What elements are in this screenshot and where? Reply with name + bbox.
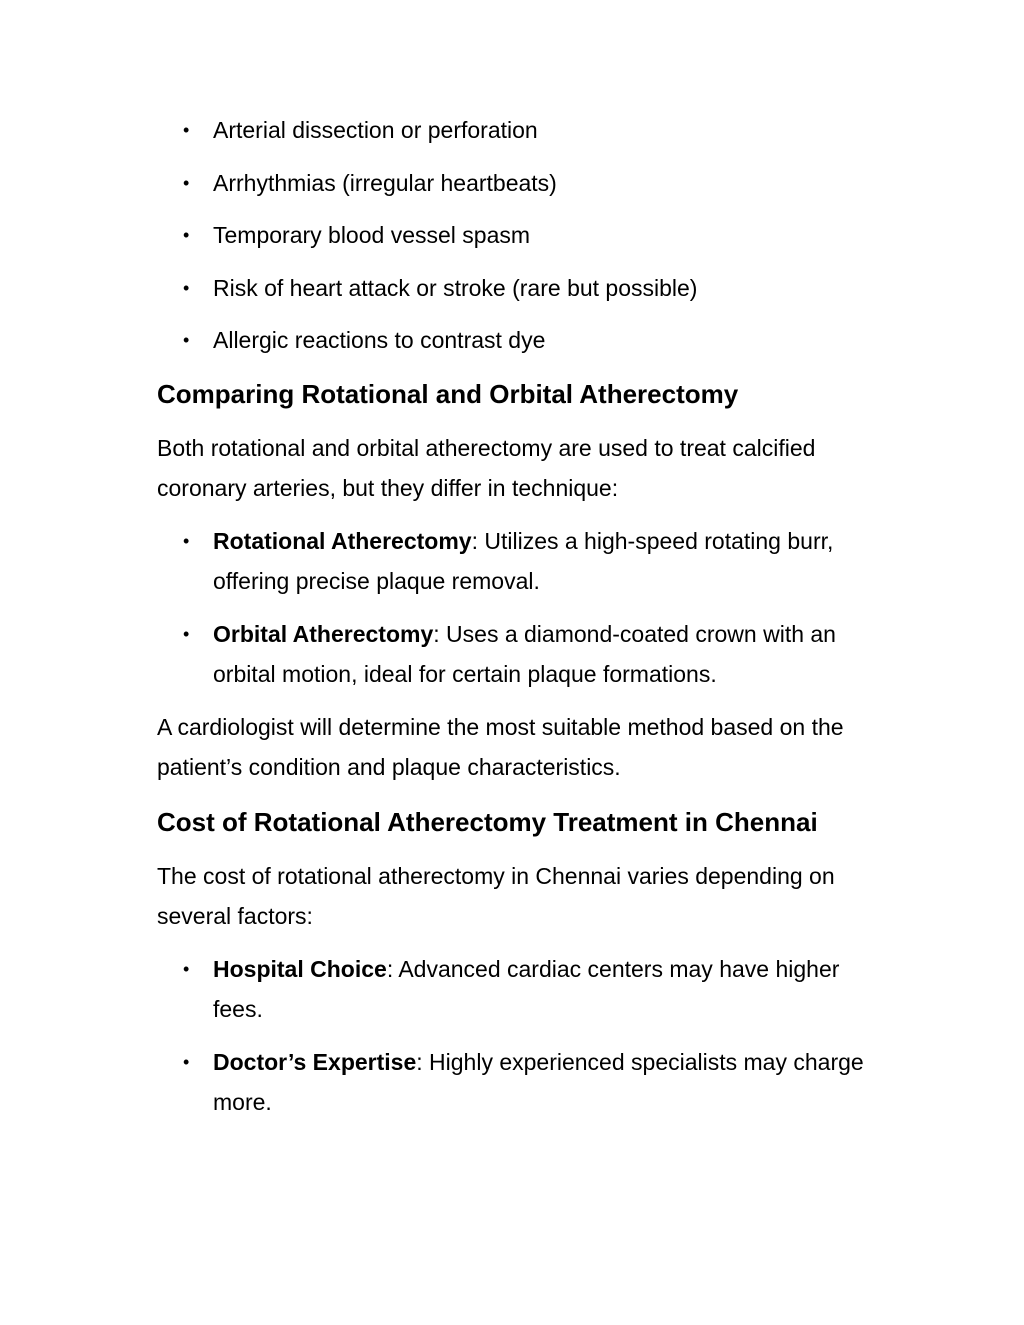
list-item <box>157 163 872 203</box>
term-description: : Uses a diamond-coated crown with an orbital motion, ideal for certain plaque formations. <box>213 621 836 687</box>
term-description: : Utilizes a high-speed rotating burr, offering precise plaque removal. <box>213 528 834 594</box>
term-description: : Highly experienced specialists may charge more. <box>213 1049 864 1115</box>
list-item <box>157 110 872 150</box>
list-item <box>157 521 872 601</box>
comparing-conclusion: A cardiologist will determine the most suitable method based on the patient’s condition and plaque characteristics. <box>157 714 844 780</box>
bullet-icon: • <box>183 624 190 644</box>
list-item <box>157 1042 872 1122</box>
page-content <box>157 110 872 1122</box>
term-description: : Advanced cardiac centers may have higher fees. <box>213 956 840 1022</box>
term-label: Orbital Atherectomy <box>213 621 434 647</box>
bullet-icon: • <box>183 531 190 551</box>
bullet-icon: • <box>183 225 190 245</box>
bullet-icon: • <box>183 959 190 979</box>
term-label: Rotational Atherectomy <box>213 528 472 554</box>
cost-heading: Cost of Rotational Atherectomy Treatment in Chennai <box>157 807 818 837</box>
bullet-icon: • <box>183 172 190 193</box>
risk-text: Temporary blood vessel spasm <box>213 222 531 248</box>
risk-text: Allergic reactions to contrast dye <box>213 327 546 353</box>
risk-text: Arterial dissection or perforation <box>213 117 538 143</box>
cost-intro: The cost of rotational atherectomy in Chennai varies depending on several factors: <box>157 863 835 929</box>
comparing-heading: Comparing Rotational and Orbital Atherectomy <box>157 379 739 409</box>
bullet-icon: • <box>183 1052 190 1072</box>
comparing-list <box>157 521 872 694</box>
comparing-intro: Both rotational and orbital atherectomy are used to treat calcified coronary arteries, but they differ in technique: <box>157 435 816 501</box>
risks-list <box>157 110 872 360</box>
list-item <box>157 215 872 255</box>
risk-text: Arrhythmias (irregular heartbeats) <box>213 169 557 196</box>
term-label: Hospital Choice <box>213 956 387 982</box>
list-item <box>157 614 872 694</box>
bullet-icon: • <box>183 277 190 298</box>
bullet-icon: • <box>183 330 190 350</box>
risk-text: Risk of heart attack or stroke (rare but possible) <box>213 274 698 301</box>
term-label: Doctor’s Expertise <box>213 1049 417 1075</box>
list-item <box>157 949 872 1029</box>
bullet-icon: • <box>183 120 190 140</box>
list-item <box>157 268 872 308</box>
cost-factors-list <box>157 949 872 1122</box>
list-item <box>157 320 872 360</box>
